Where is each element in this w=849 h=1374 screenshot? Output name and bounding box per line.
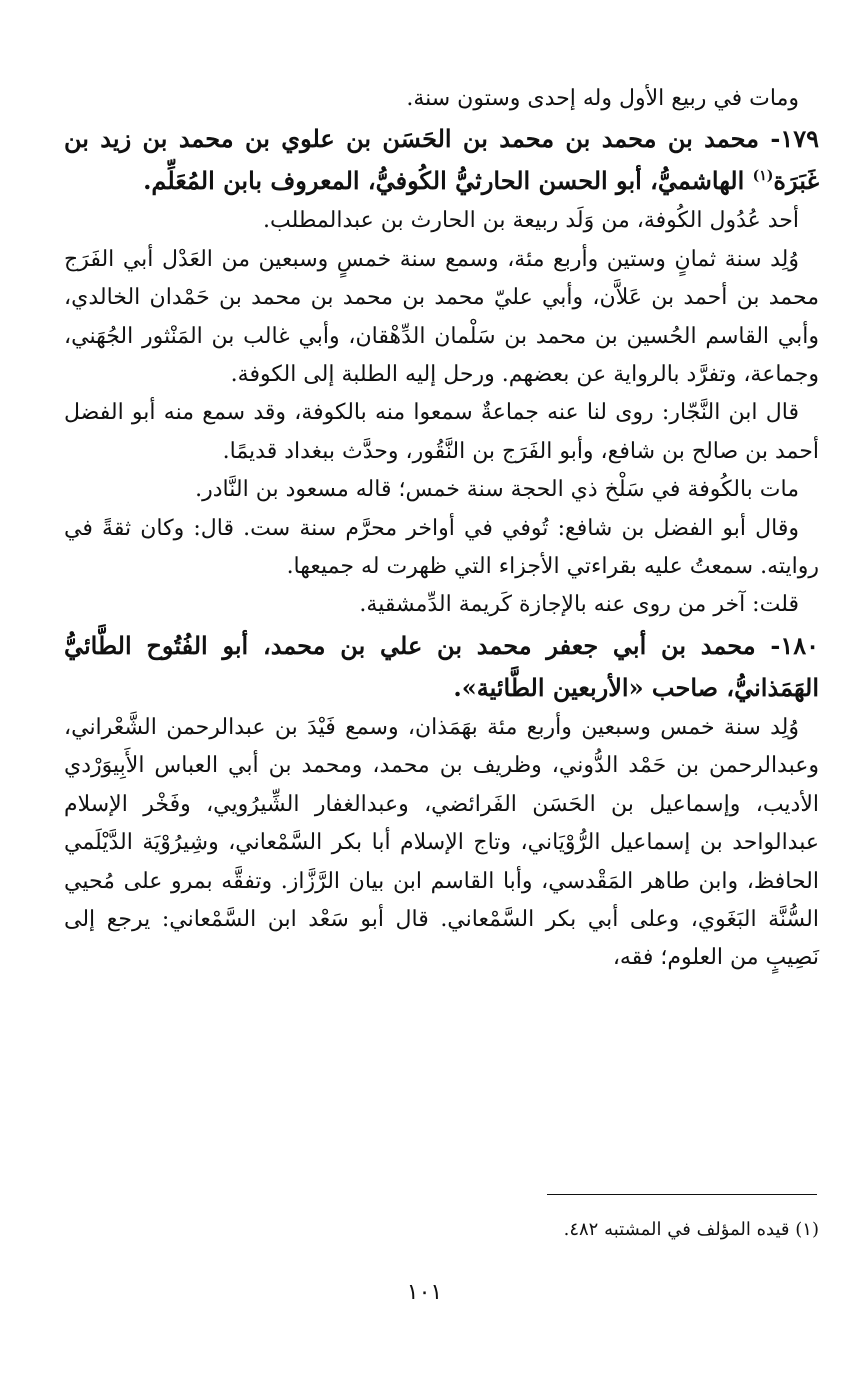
footnote: (١) قيده المؤلف في المشتبه ٤٨٢.: [563, 1219, 819, 1240]
heading-text: ١٧٩- محمد بن محمد بن محمد بن الحَسَن بن علوي بن محمد بن زيد بن غَبَرَة: [64, 124, 819, 196]
paragraph: وُلِد سنة ثمانٍ وستين وأربع مئة، وسمع سنة خمسٍ وسبعين من العَدْل أبي الفَرَج محمد بن أحمد بن عَلاَّن، وأبي عليّ محمد بن محمد بن محمد بن حَمْدان الخالدي، وأبي القاسم الحُسين بن محمد بن سَلْمان الدِّهْقان، وأبي غالب بن المَنْثور الجُهَني، وجماعة، وتفرَّد بالرواية عن بعضهم. ورحل إليه الطلبة إلى الكوفة.: [64, 246, 819, 388]
footnote-marker: (١): [752, 168, 774, 185]
paragraph: قلت: آخر من روى عنه بالإجازة كَريمة الدِّمشقية.: [359, 592, 799, 618]
paragraph: قال ابن النَّجّار: روى لنا عنه جماعةٌ سمعوا منه بالكوفة، وقد سمع منه أبو الفضل أحمد بن صالح بن شافع، وأبو الفَرَج بن النَّقُور، وحدَّث ببغداد قديمًا.: [64, 400, 819, 464]
entry-heading-179: [64, 118, 819, 202]
entry-heading-180: ١٨٠- محمد بن أبي جعفر محمد بن علي بن محمد، أبو الفُتُوح الطَّائيُّ الهَمَذانيُّ، صاحب «الأربعين الطَّائية».: [64, 630, 819, 702]
heading-text-cont: الهاشميُّ، أبو الحسن الحارثيُّ الكُوفيُّ، المعروف بابن المُعَلِّم.: [143, 166, 753, 196]
paragraph: وُلِد سنة خمس وسبعين وأربع مئة بهَمَذان، وسمع فَيْدَ بن عبدالرحمن الشَّعْراني، وعبدالرحمن بن حَمْد الدُّوني، وظريف بن محمد، ومحمد بن أبي العباس الأَبِيوَرْدي الأديب، وإسماعيل بن الحَسَن الفَرائضي، وعبدالغفار الشِّيرُويي، وفَخْر الإسلام عبدالواحد بن إسماعيل الرُّوْيَاني، وتاج الإسلام أبا بكر السَّمْعاني، وشِيرُوْيَة الدَّيْلَمي الحافظ، وابن طاهر المَقْدسي، وأبا القاسم ابن بيان الرَّزَّاز. وتفقَّه بمرو على مُحيي السُّنَّة البَغَوي، وعلى أبي بكر السَّمْعاني. قال أبو سَعْد ابن السَّمْعاني: يرجع إلى نَصِيبٍ من العلوم؛ فقه،: [64, 714, 819, 971]
footnote-divider: [547, 1194, 817, 1195]
paragraph: أحد عُدُول الكُوفة، من وَلَد ربيعة بن الحارث بن عبدالمطلب.: [263, 208, 799, 234]
paragraph: وقال أبو الفضل بن شافع: تُوفي في أواخر محرَّم سنة ست. قال: وكان ثقةً في روايته. سمعتُ عليه بقراءتي الأجزاء التي ظهرت له جميعها.: [64, 515, 819, 580]
main-text: [64, 80, 819, 978]
paragraph: مات بالكُوفة في سَلْخ ذي الحجة سنة خمس؛ قاله مسعود بن النَّادر.: [195, 477, 799, 503]
page-number: ١٠١: [406, 1280, 443, 1305]
paragraph: ومات في ربيع الأول وله إحدى وستون سنة.: [406, 86, 799, 111]
